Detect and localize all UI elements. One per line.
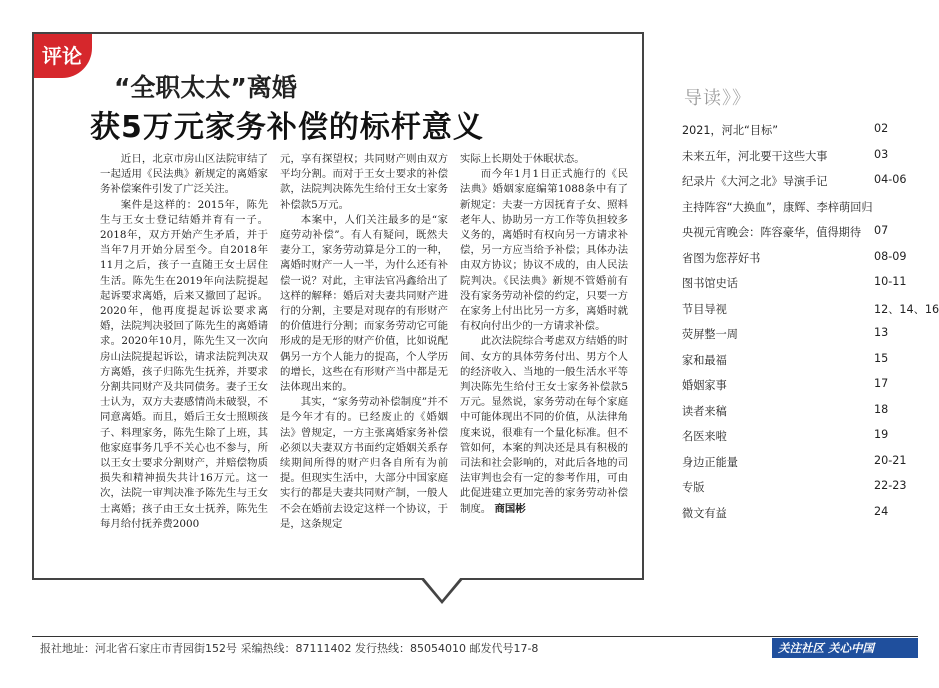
toc-item[interactable] xyxy=(682,122,918,148)
toc-item-label: 家和最福 xyxy=(682,353,727,367)
toc-item[interactable] xyxy=(682,148,918,174)
toc-item-page: 22-23 xyxy=(874,479,907,492)
brand-banner: 关注社区 关心中国 xyxy=(772,638,918,658)
paragraph-text: 此次法院综合考虑双方结婚的时间、女方的具体劳务付出、男方个人的经济收入、当地的一般生活水平等判决陈先生给付王女士家务补偿款5万元。显然说，家务劳动在每个家庭中可能体现出不同的价值，从法律角度来说，很难有一个量化标准。但不管如何，本案的判决还是具有积极的司法和社会影响的，对此后各地的司法审判也会有一定的参考作用，可由此促进建立更加完善的家务劳动补偿制度。 xyxy=(460,335,628,515)
toc-item[interactable] xyxy=(682,224,918,250)
toc-item[interactable] xyxy=(682,352,918,378)
paragraph: 元，享有探望权；共同财产则由双方平均分割。而对于王女士要求的补偿款，法院判决陈先生给付王女士家务补偿款5万元。 xyxy=(280,153,448,211)
toc-item[interactable] xyxy=(682,377,918,403)
toc-item-page: 04-06 xyxy=(874,173,907,186)
article-title-line1: “全职太太”离婚 xyxy=(114,73,297,102)
toc-item-label: 央视元宵晚会：阵容豪华，值得期待 xyxy=(682,226,862,239)
article-column-2 xyxy=(280,152,448,568)
paragraph: 案件是这样的：2015年，陈先生与王女士登记结婚并育有一子。2018年，双方开始产生矛盾，并于当年7月开始分居至今。自2018年11月之后，孩子一直随王女士居住生活。陈先生在2019年向法院提起起诉要求离婚，后来又撤回了起诉。2020年，他再度提起诉讼要求离婚，法院判决驳回了陈先生的离婚请求。2020年10月，陈先生又一次向房山法院提起诉讼，请求法院判决双方离婚，孩子归陈先生抚养，并要求分割共同财产及共同债务。妻子王女士认为，双方夫妻感情尚未破裂，不同意离婚。而且，婚后王女士照顾孩子、料理家务，陈先生除了上班，其他家庭事务几乎不关心也不参与，所以王女士要求分割财产，并赔偿物质损失和精神损失共计16万元。这一次，法院一审判决准予陈先生与王女士离婚；孩子由王女士抚养，陈先生每月给付抚养费2000 xyxy=(100,198,268,530)
paragraph: 近日，北京市房山区法院审结了一起适用《民法典》新规定的离婚家务补偿案件引发了广泛关注。 xyxy=(100,153,268,196)
paragraph: 其实，“家务劳动补偿制度”并不是今年才有的。已经废止的《婚姻法》曾规定，一方主张离婚家务补偿必须以夫妻双方书面约定婚姻关系存续期间所得的财产归各自所有为前提。但现实生活中，大部分中国家庭实行的都是夫妻共同财产制，一般人不会在婚前去设定这样一个协议，于是，这条规定 xyxy=(280,396,448,530)
toc-item[interactable] xyxy=(682,403,918,429)
toc-item[interactable] xyxy=(682,173,918,199)
toc-item[interactable] xyxy=(682,326,918,352)
toc-item-label: 身边正能量 xyxy=(682,455,738,469)
callout-pointer-fill xyxy=(423,577,461,600)
toc-item[interactable] xyxy=(682,479,918,505)
toc-item-label: 2021，河北“目标” xyxy=(682,124,779,137)
toc-item-page: 10-11 xyxy=(874,275,907,288)
toc-item[interactable] xyxy=(682,199,918,225)
paragraph: 本案中，人们关注最多的是“家庭劳动补偿”。有人有疑问，既然夫妻分工，家务劳动算是分工的一种，离婚时财产一人一半，为什么还有补偿一说？对此，主审法官冯鑫给出了这样的解释：婚后对夫妻共同财产进行的分割，主要是对现存的有形财产的价值进行分割；而家务劳动它可能形成的是无形的财产价值，比如说配偶另一方个人能力的提高，个人学历的增长，这些在有形财产当中都是无法体现出来的。 xyxy=(280,213,448,394)
toc-item-page: 02 xyxy=(874,122,889,135)
toc-item-label: 微文有益 xyxy=(682,506,727,520)
toc-item-label: 节目导视 xyxy=(682,302,727,316)
toc-item-page: 18 xyxy=(874,402,889,416)
toc-item-label: 纪录片《大河之北》导演手记 xyxy=(682,175,828,188)
paragraph: 实际上长期处于休眠状态。 xyxy=(460,153,585,165)
toc-item[interactable] xyxy=(682,454,918,480)
paragraph xyxy=(460,334,628,516)
toc-item-label: 图书馆史话 xyxy=(682,277,738,290)
article-title-line2: 获5万元家务补偿的标杆意义 xyxy=(90,110,484,145)
toc-item-page: 13 xyxy=(874,326,889,339)
toc-item[interactable] xyxy=(682,250,918,276)
toc-item-page: 20-21 xyxy=(874,453,907,467)
article-box xyxy=(32,32,644,580)
toc-item-label: 专版 xyxy=(682,481,705,494)
article-body xyxy=(100,152,630,568)
toc-item-page: 08-09 xyxy=(874,249,907,263)
toc-item-label: 读者来稿 xyxy=(682,404,727,418)
toc-item-page: 07 xyxy=(874,224,889,237)
toc-item[interactable] xyxy=(682,275,918,301)
toc-item-page: 12、14、16 xyxy=(874,302,939,316)
toc-item-label: 主持阵容“大换血”，康辉、李梓萌回归 xyxy=(682,200,873,214)
commentary-tag: 评论 xyxy=(34,34,92,78)
toc-item-label: 省图为您荐好书 xyxy=(682,251,761,265)
toc-item-label: 未来五年，河北要干这些大事 xyxy=(682,149,828,163)
toc-item-page: 15 xyxy=(874,351,889,365)
toc-item-page: 24 xyxy=(874,504,889,518)
table-of-contents xyxy=(682,122,939,530)
footer-divider xyxy=(32,636,918,637)
toc-item-label: 荧屏整一周 xyxy=(682,328,738,341)
paragraph: 而今年1月1日正式施行的《民法典》婚姻家庭编第1088条中有了新规定：夫妻一方因抚育子女、照料老年人、协助另一方工作等负担较多义务的，离婚时有权向另一方请求补偿，另一方应当给予补偿；具体办法由双方协议；协议不成的，由人民法院判决。《民法典》新规不管婚前有没有家务劳动补偿的约定，只要一方在家务上付出比另一方多，离婚时就有权向付出少的一方请求补偿。 xyxy=(460,168,628,333)
author-name: 商国彬 xyxy=(494,502,526,515)
article-column-1 xyxy=(100,152,268,568)
toc-item[interactable] xyxy=(682,301,939,327)
toc-item[interactable] xyxy=(682,505,918,531)
toc-item[interactable] xyxy=(682,428,918,454)
article-column-3 xyxy=(460,152,628,568)
guide-title: 导读》》 xyxy=(684,88,751,109)
footer-contact-info: 报社地址：河北省石家庄市青园街152号 采编热线：87111402 发行热线：85054010 邮发代号17-8 xyxy=(40,642,539,655)
toc-item-label: 婚姻家事 xyxy=(682,379,727,392)
toc-item-page: 03 xyxy=(874,147,889,161)
toc-item-page: 17 xyxy=(874,377,889,390)
toc-item-label: 名医来啦 xyxy=(682,430,727,443)
toc-item-page: 19 xyxy=(874,428,889,441)
